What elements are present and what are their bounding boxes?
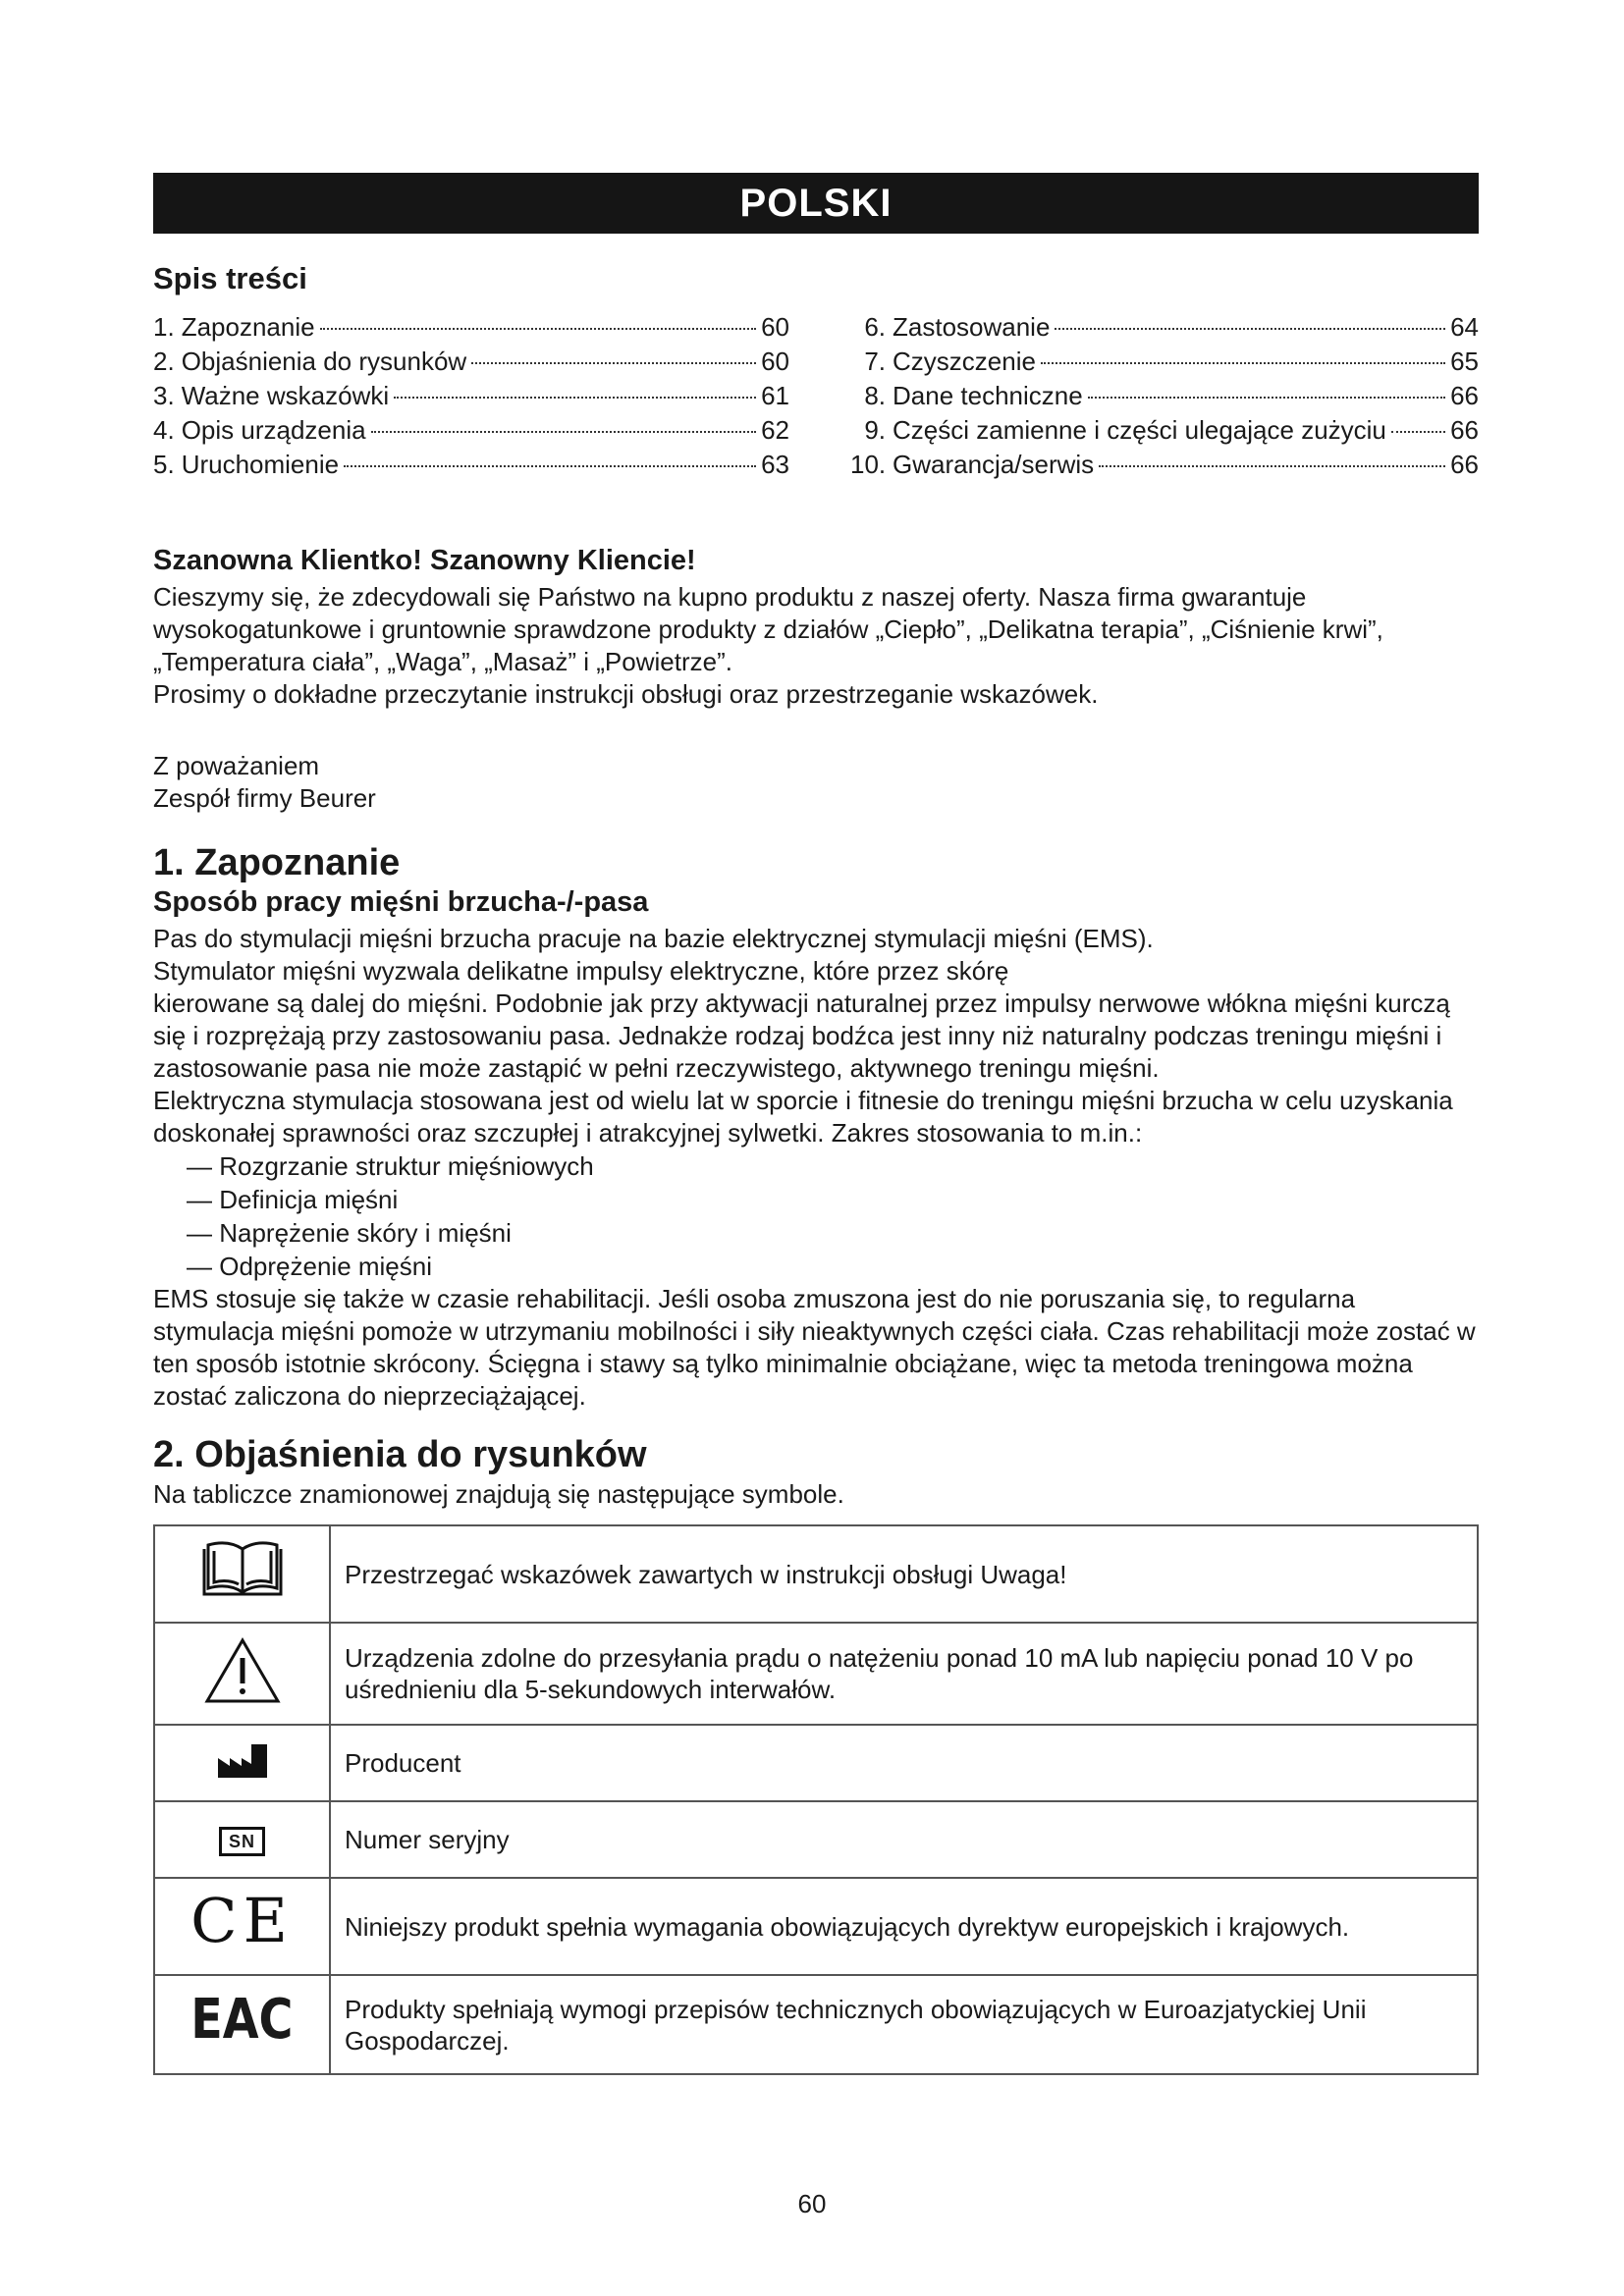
table-row [154, 1623, 1478, 1725]
toc-dot-leader [1099, 465, 1445, 467]
toc-item-number: 2. [153, 347, 175, 376]
toc-title: Spis treści [153, 261, 307, 295]
list-item: — Naprężenie skóry i mięśni [187, 1216, 1479, 1250]
toc-item-label: Dane techniczne [893, 381, 1083, 410]
eac-mark-label: EAC [190, 1988, 294, 2052]
symbol-description: Producent [330, 1725, 1478, 1801]
toc-item-page: 60 [761, 347, 789, 376]
ce-mark-icon [154, 1878, 330, 1975]
greeting-paragraph: Cieszymy się, że zdecydowali się Państwo na kupno produktu z naszej oferty. Nasza firma gwarantuje wysokogatunkowe i gruntownie sprawdzone produkty z działów „Ciepło”, „Delikatna terapia”, „Ciśnienie krwi”, „Temperatura ciała”, „Waga”, „Masaż” i „Powietrze”. [153, 582, 1383, 676]
table-row [154, 1975, 1478, 2074]
list-item: — Definicja mięśni [187, 1183, 1479, 1216]
toc-item-page: 64 [1450, 312, 1479, 342]
toc-item-label: Gwarancja/serwis [893, 450, 1095, 479]
language-header: POLSKI [153, 173, 1479, 234]
toc-column-left [153, 310, 789, 482]
toc-item-number: 6. [864, 312, 886, 342]
section-1-paragraph: Pas do stymulacji mięśni brzucha pracuje na bazie elektrycznej stymulacji mięśni (EMS). [153, 924, 1154, 953]
toc-item [850, 310, 1479, 345]
section-1-subtitle: Sposób pracy mięśni brzucha-/-pasa [153, 886, 649, 918]
toc-dot-leader [1088, 397, 1445, 399]
table-of-contents [153, 310, 1479, 482]
symbol-description: Przestrzegać wskazówek zawartych w instrukcji obsługi Uwaga! [330, 1525, 1478, 1623]
toc-item-page: 66 [1450, 450, 1479, 479]
toc-item-number: 9. [864, 415, 886, 445]
toc-item [850, 413, 1479, 448]
toc-item-number: 1. [153, 312, 175, 342]
table-row [154, 1878, 1478, 1975]
toc-dot-leader [371, 431, 757, 433]
closing-line: Z poważaniem [153, 751, 320, 780]
toc-dot-leader [320, 328, 757, 330]
toc-dot-leader [1041, 362, 1445, 364]
toc-item-label: Objaśnienia do rysunków [181, 347, 467, 376]
toc-dot-leader [394, 397, 756, 399]
toc-item-page: 60 [761, 312, 789, 342]
list-item: — Rozgrzanie struktur mięśniowych [187, 1149, 1479, 1183]
table-row [154, 1725, 1478, 1801]
manufacturer-icon [154, 1725, 330, 1801]
section-1-paragraph: Elektryczna stymulacja stosowana jest od wielu lat w sporcie i fitnesie do treningu mięśni brzucha w celu uzyskania doskonałej sprawności oraz szczupłej i atrakcyjnej sylwetki. Zakres stosowania to m.in.: [153, 1086, 1453, 1148]
section-2-intro: Na tabliczce znamionowej znajdują się następujące symbole. [153, 1479, 844, 1509]
symbol-description: Niniejszy produkt spełnia wymagania obowiązujących dyrektyw europejskich i krajowych. [330, 1878, 1478, 1975]
toc-item-page: 65 [1450, 347, 1479, 376]
symbols-table [153, 1524, 1479, 2075]
section-1-paragraph: EMS stosuje się także w czasie rehabilitacji. Jeśli osoba zmuszona jest do nie poruszania się, to regularna stymulacja mięśni pomoże w utrzymaniu mobilności i siły nieaktywnych części ciała. Czas rehabilitacji może zostać w ten sposób istotnie skrócony. Ścięgna i stawy są tylko minimalnie obciążane, więc ta metoda treningowa można zostać zaliczona do nieprzeciążającej. [153, 1284, 1476, 1411]
toc-item [153, 310, 789, 345]
ce-mark-label: CE [190, 1884, 294, 1956]
toc-item [850, 448, 1479, 482]
symbol-description: Numer seryjny [330, 1801, 1478, 1878]
symbol-description: Urządzenia zdolne do przesyłania prądu o natężeniu ponad 10 mA lub napięciu ponad 10 V po uśrednieniu dla 5-sekundowych interwałów. [330, 1623, 1478, 1725]
toc-item-page: 66 [1450, 415, 1479, 445]
serial-number-icon [154, 1801, 330, 1878]
toc-item-number: 10. [850, 450, 887, 479]
table-row [154, 1525, 1478, 1623]
toc-item-number: 7. [864, 347, 886, 376]
toc-item [153, 379, 789, 413]
toc-item-number: 8. [864, 381, 886, 410]
warning-triangle-icon [154, 1623, 330, 1725]
section-1-title: 1. Zapoznanie [153, 842, 401, 883]
toc-item-label: Części zamienne i części ulegające zużyciu [893, 415, 1386, 445]
toc-dot-leader [1391, 431, 1445, 433]
table-row [154, 1801, 1478, 1878]
toc-dot-leader [1055, 328, 1445, 330]
toc-item-page: 63 [761, 450, 789, 479]
page-content [153, 173, 1479, 2075]
symbol-description: Produkty spełniają wymogi przepisów technicznych obowiązujących w Euroazjatyckiej Unii Gospodarczej. [330, 1975, 1478, 2074]
toc-item-number: 5. [153, 450, 175, 479]
toc-item-number: 4. [153, 415, 175, 445]
toc-item-label: Ważne wskazówki [181, 381, 390, 410]
toc-dot-leader [344, 465, 756, 467]
toc-item-label: Zapoznanie [181, 312, 315, 342]
section-2-title: 2. Objaśnienia do rysunków [153, 1434, 647, 1475]
toc-item [153, 413, 789, 448]
greeting-title: Szanowna Klientko! Szanowny Kliencie! [153, 545, 696, 576]
toc-item-label: Czyszczenie [893, 347, 1036, 376]
toc-item [850, 379, 1479, 413]
toc-item-page: 61 [761, 381, 789, 410]
greeting-request: Prosimy o dokładne przeczytanie instrukcji obsługi oraz przestrzeganie wskazówek. [153, 679, 1099, 709]
eac-mark-icon [154, 1975, 330, 2074]
applications-list [187, 1149, 1479, 1283]
toc-item [153, 448, 789, 482]
section-1-paragraph: kierowane są dalej do mięśni. Podobnie jak przy aktywacji naturalnej przez impulsy nerwowe włókna mięśni kurczą się i rozprężają przy zastosowaniu pasa. Jednakże rodzaj bodźca jest inny niż naturalny podczas treningu mięśni i zastosowanie pasa nie może zastąpić w pełni rzeczywistego, aktywnego treningu mięśni. [153, 988, 1450, 1083]
toc-item-number: 3. [153, 381, 175, 410]
toc-item-label: Opis urządzenia [181, 415, 366, 445]
toc-column-right [850, 310, 1479, 482]
toc-item-page: 62 [761, 415, 789, 445]
toc-dot-leader [471, 362, 756, 364]
toc-item [850, 345, 1479, 379]
manual-book-icon [154, 1525, 330, 1623]
toc-item [153, 345, 789, 379]
serial-number-label: SN [219, 1827, 265, 1856]
toc-item-page: 66 [1450, 381, 1479, 410]
section-1-paragraph: Stymulator mięśni wyzwala delikatne impulsy elektryczne, które przez skórę [153, 956, 1009, 986]
toc-item-label: Uruchomienie [181, 450, 340, 479]
page-number: 60 [797, 2189, 827, 2218]
closing-signature: Zespół firmy Beurer [153, 783, 376, 813]
list-item: — Odprężenie mięśni [187, 1250, 1479, 1283]
toc-item-label: Zastosowanie [893, 312, 1051, 342]
